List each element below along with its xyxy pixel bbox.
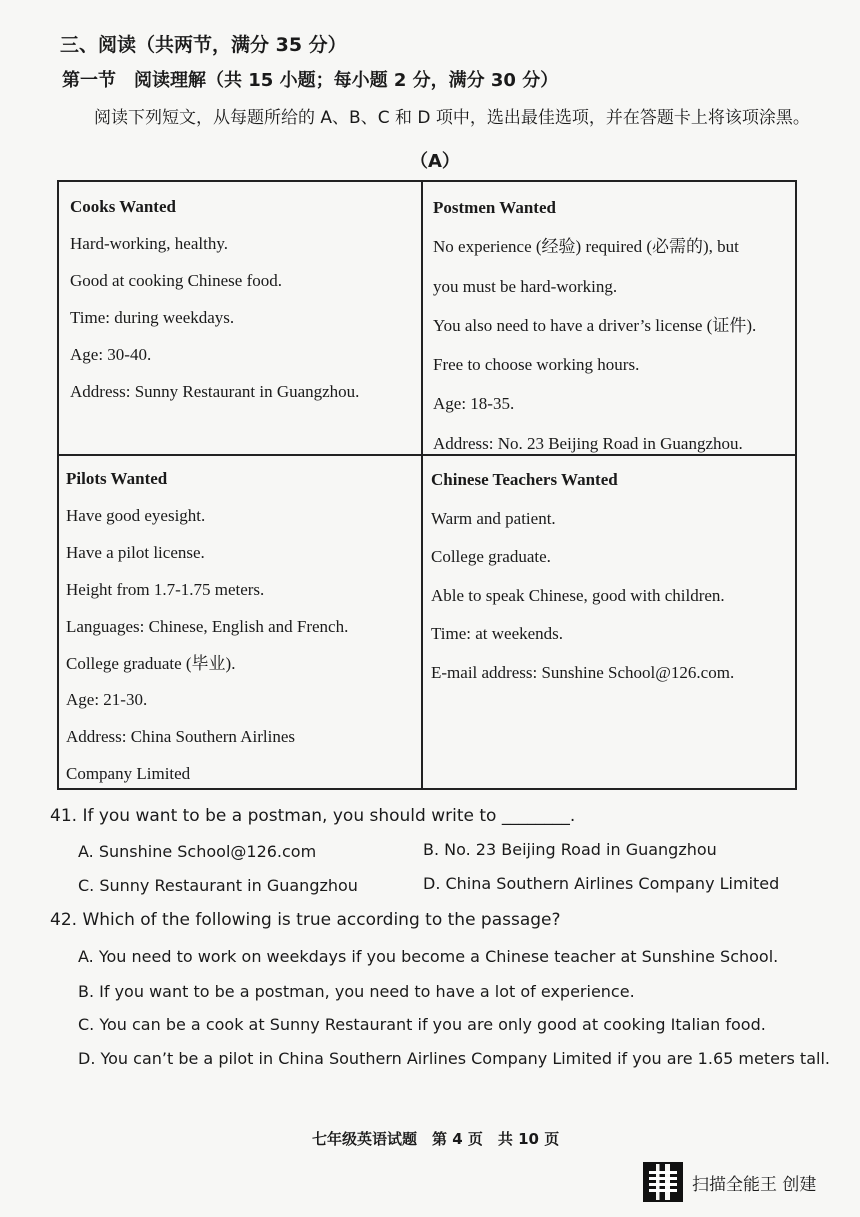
instructions: 阅读下列短文，从每题所给的 A、B、C 和 D 项中，选出最佳选项，并在答题卡上将该项涂黑。 [94, 108, 810, 128]
ad-line: you must be hard-working. [433, 276, 618, 296]
question-42-option-a: A. You need to work on weekdays if you become a Chinese teacher at Sunshine School. [78, 947, 779, 966]
question-42-option-b: B. If you want to be a postman, you need to have a lot of experience. [78, 982, 635, 1001]
ad-line: Address: No. 23 Beijing Road in Guangzhou. [433, 433, 743, 453]
question-41-option-a: A. Sunshine School@126.com [78, 842, 317, 861]
ad-line: E-mail address: Sunshine School@126.com. [431, 662, 735, 682]
question-42-option-d: D. You can’t be a pilot in China Southern Airlines Company Limited if you are 1.65 meters tall. [78, 1049, 830, 1068]
ad-line: Age: 21-30. [66, 690, 148, 710]
question-41-option-b: B. No. 23 Beijing Road in Guangzhou [423, 840, 717, 859]
ad-cooks [70, 188, 359, 410]
ad-line: Address: Sunny Restaurant in Guangzhou. [70, 382, 360, 401]
question-41-option-c: C. Sunny Restaurant in Guangzhou [78, 876, 358, 895]
ad-line: You also need to have a driver’s license (证件). [433, 315, 757, 335]
qr-code-icon [643, 1162, 683, 1202]
ad-pilots [66, 461, 348, 793]
ad-line: Age: 30-40. [70, 345, 152, 364]
table-divider-vertical [421, 182, 423, 788]
ad-line: College graduate (毕业). [66, 653, 236, 673]
scanner-watermark: 扫描全能王 创建 [692, 1175, 817, 1195]
ad-line: College graduate. [431, 547, 551, 566]
ad-line: Have a pilot license. [66, 542, 205, 562]
section-subheading: 第一节 阅读理解（共 15 小题；每小题 2 分，满分 30 分） [62, 70, 559, 91]
ad-line: Height from 1.7-1.75 meters. [66, 579, 265, 599]
ad-line: Languages: Chinese, English and French. [66, 616, 349, 636]
ad-line: Able to speak Chinese, good with children. [431, 585, 725, 605]
ad-line: Have good eyesight. [66, 505, 206, 525]
question-41-option-d: D. China Southern Airlines Company Limited [423, 874, 780, 893]
job-ads-table [57, 180, 797, 790]
passage-label: （A） [410, 151, 460, 172]
ad-chinese-teachers [431, 461, 734, 692]
ad-line: Time: at weekends. [431, 624, 564, 643]
ad-title: Cooks Wanted [70, 197, 176, 216]
question-42-option-c: C. You can be a cook at Sunny Restaurant if you are only good at cooking Italian food. [78, 1015, 766, 1034]
ad-line: No experience (经验) required (必需的), but [433, 237, 739, 257]
ad-line: Warm and patient. [431, 508, 556, 528]
ad-postmen [433, 188, 756, 463]
ad-line: Age: 18-35. [433, 394, 515, 414]
page-footer: 七年级英语试题 第 4 页 共 10 页 [312, 1130, 560, 1148]
ad-title: Chinese Teachers Wanted [431, 470, 618, 489]
ad-line: Address: China Southern Airlines [66, 727, 296, 747]
ad-title: Postmen Wanted [433, 198, 556, 217]
ad-line: Hard-working, healthy. [70, 234, 228, 253]
question-42-stem: 42. Which of the following is true according to the passage? [50, 910, 561, 930]
ad-line: Free to choose working hours. [433, 355, 640, 375]
ad-title: Pilots Wanted [66, 469, 168, 488]
question-41-stem: 41. If you want to be a postman, you should write to ________. [50, 806, 576, 826]
ad-line: Time: during weekdays. [70, 308, 235, 327]
ad-line: Company Limited [66, 764, 191, 784]
section-heading: 三、阅读（共两节，满分 35 分） [60, 34, 347, 56]
ad-line: Good at cooking Chinese food. [70, 271, 282, 290]
